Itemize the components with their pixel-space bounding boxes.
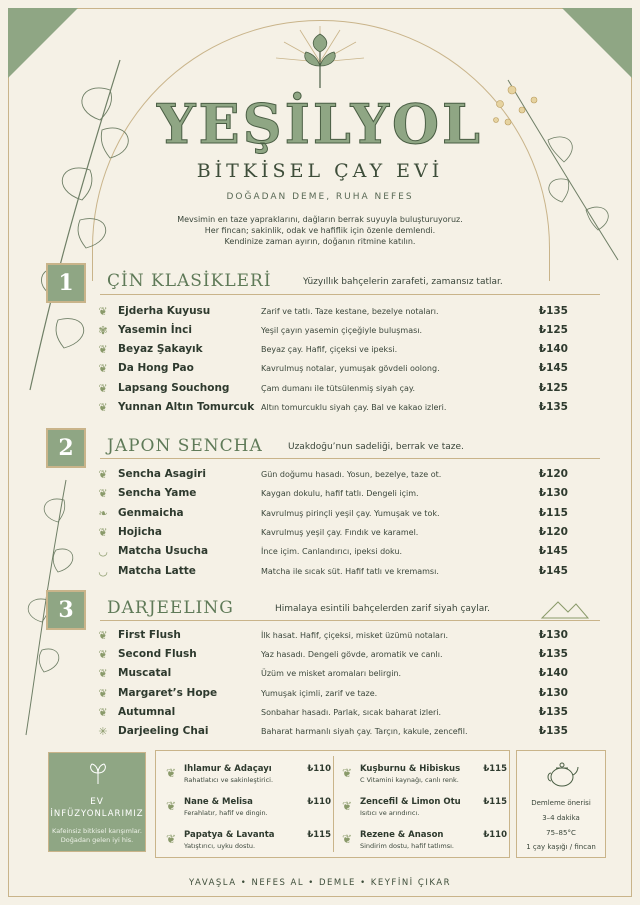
leaf-icon: ❦ — [98, 667, 108, 680]
infusion-price: ₺115 — [483, 797, 507, 807]
teapot-icon — [544, 757, 580, 789]
item-name: Margaret’s Hope — [118, 687, 218, 699]
menu-item — [96, 627, 580, 645]
bowl-icon: ◡ — [98, 565, 108, 578]
section-number: 1 — [46, 263, 86, 303]
item-name: Beyaz Şakayık — [118, 343, 203, 355]
infusion-name: Kuşburnu & Hibiskus — [360, 764, 461, 774]
item-price: ₺145 — [538, 565, 568, 577]
infusion-name: Papatya & Lavanta — [184, 830, 275, 840]
item-price: ₺130 — [538, 629, 568, 641]
infusion-item — [342, 797, 507, 827]
leaf-icon: ❦ — [342, 832, 353, 846]
item-price: ₺135 — [538, 648, 568, 660]
infusion-item — [342, 764, 507, 794]
menu-item — [96, 704, 580, 722]
brew-time: 3–4 dakika — [542, 814, 580, 822]
bowl-icon: ◡ — [98, 545, 108, 558]
leaf-icon: ❦ — [166, 799, 177, 813]
infusion-name: Ihlamur & Adaçayı — [184, 764, 272, 774]
sun-leaf-icon — [270, 22, 370, 92]
infusions-badge-note — [49, 827, 145, 845]
menu-item — [96, 646, 580, 664]
item-name: Matcha Latte — [118, 565, 196, 577]
brew-temperature: 75–85°C — [546, 829, 576, 837]
menu-item — [96, 322, 580, 340]
item-name: Ejderha Kuyusu — [118, 305, 211, 317]
menu-item — [96, 303, 580, 321]
infusion-price: ₺110 — [307, 764, 331, 774]
item-name: Yasemin İnci — [118, 324, 192, 336]
sprout-icon — [87, 761, 109, 785]
infusions-badge-line2: İNFÜZYONLARIMIZ — [50, 809, 144, 819]
leaf-icon: ❦ — [166, 766, 177, 780]
item-price: ₺120 — [538, 468, 568, 480]
leaf-icon: ❦ — [98, 706, 108, 719]
item-name: Sencha Yame — [118, 487, 197, 499]
infusion-description: Rahatlatıcı ve sakinleştirici. — [184, 776, 274, 784]
item-description: Kavrulmuş yeşil çay. Fındık ve karamel. — [261, 528, 419, 537]
infusions-badge-line1: EV — [90, 797, 104, 807]
infusions-note-line: Kafeinsiz bitkisel karışımlar. — [52, 827, 142, 835]
section-divider — [100, 294, 600, 295]
section-title: ÇİN KLASİKLERİ — [107, 271, 272, 291]
menu-item — [96, 399, 580, 417]
item-name: Autumnal — [118, 706, 176, 718]
item-description: Çam dumanı ile tütsülenmiş siyah çay. — [261, 384, 416, 393]
brew-amount: 1 çay kaşığı / fincan — [526, 843, 596, 851]
item-name: Da Hong Pao — [118, 362, 194, 374]
item-description: Beyaz çay. Hafif, çiçeksi ve ipeksi. — [261, 345, 398, 354]
section-description: Uzakdoğu’nun sadeliği, berrak ve taze. — [288, 442, 464, 452]
menu-item — [96, 466, 580, 484]
leaf-icon: ❦ — [98, 382, 108, 395]
item-price: ₺135 — [538, 305, 568, 317]
item-description: İlk hasat. Hafif, çiçeksi, misket üzümü notaları. — [261, 631, 448, 640]
menu-item — [96, 524, 580, 542]
item-price: ₺140 — [538, 343, 568, 355]
rice-icon: ❧ — [98, 507, 108, 520]
infusion-name: Rezene & Anason — [360, 830, 444, 840]
item-name: Matcha Usucha — [118, 545, 209, 557]
leaf-icon: ❦ — [98, 526, 108, 539]
menu-item — [96, 665, 580, 683]
item-price: ₺125 — [538, 382, 568, 394]
leaf-icon: ❦ — [98, 468, 108, 481]
item-name: Lapsang Souchong — [118, 382, 230, 394]
spice-icon: ✳ — [98, 725, 108, 738]
leaf-icon: ❦ — [98, 401, 108, 414]
brand-title: YEŞİLYOL — [156, 92, 484, 156]
leaf-icon: ❦ — [342, 799, 353, 813]
item-description: Kavrulmuş pirinçli yeşil çay. Yumuşak ve tok. — [261, 509, 440, 518]
item-price: ₺115 — [538, 507, 568, 519]
menu-item — [96, 685, 580, 703]
item-name: Hojicha — [118, 526, 162, 538]
section-divider — [100, 458, 600, 459]
intro-text — [150, 214, 490, 247]
infusion-description: Yatıştırıcı, uyku dostu. — [184, 842, 256, 850]
item-price: ₺130 — [538, 687, 568, 699]
item-description: Altın tomurcuklu siyah çay. Bal ve kakao izleri. — [261, 403, 447, 412]
item-price: ₺125 — [538, 324, 568, 336]
leaf-icon: ❦ — [98, 343, 108, 356]
mountains-icon — [540, 596, 590, 620]
item-description: İnce içim. Canlandırıcı, ipeksi doku. — [261, 547, 403, 556]
section-description: Himalaya esintili bahçelerden zarif siyah çaylar. — [275, 604, 491, 614]
brand-subtitle: BİTKİSEL ÇAY EVİ — [196, 160, 444, 182]
item-price: ₺135 — [538, 725, 568, 737]
brand-tagline: DOĞADAN DEME, RUHA NEFES — [226, 192, 414, 202]
item-name: Muscatal — [118, 667, 172, 679]
menu-item — [96, 723, 580, 741]
infusion-name: Nane & Melisa — [184, 797, 253, 807]
infusions-badge — [48, 752, 146, 852]
item-description: Üzüm ve misket aromaları belirgin. — [261, 669, 402, 678]
infusion-description: C Vitamini kaynağı, canlı renk. — [360, 776, 459, 784]
leaf-icon: ❦ — [98, 487, 108, 500]
item-description: Yaz hasadı. Dengeli gövde, aromatik ve canlı. — [261, 650, 443, 659]
infusion-item — [166, 797, 331, 827]
section-divider — [100, 620, 600, 621]
menu-item — [96, 563, 580, 581]
infusion-description: Isıtıcı ve arındırıcı. — [360, 809, 420, 817]
infusion-price: ₺115 — [483, 764, 507, 774]
infusion-item — [166, 764, 331, 794]
leaf-icon: ❦ — [98, 305, 108, 318]
item-price: ₺145 — [538, 362, 568, 374]
item-description: Matcha ile sıcak süt. Hafif tatlı ve kremamsı. — [261, 567, 439, 576]
item-name: Yunnan Altın Tomurcuk — [118, 401, 255, 413]
infusion-item — [342, 830, 507, 860]
item-price: ₺120 — [538, 526, 568, 538]
intro-line: Her fincan; sakinlik, odak ve hafiflik için özenle demlendi. — [204, 226, 436, 235]
item-name: Genmaicha — [118, 507, 184, 519]
item-description: Yeşil çayın yasemin çiçeğiyle buluşması. — [261, 326, 423, 335]
item-name: First Flush — [118, 629, 181, 641]
menu-item — [96, 341, 580, 359]
infusion-price: ₺110 — [483, 830, 507, 840]
menu-item — [96, 485, 580, 503]
item-description: Kaygan dokulu, hafif tatlı. Dengeli içim. — [261, 489, 419, 498]
leaf-icon: ❦ — [98, 687, 108, 700]
leaf-icon: ❦ — [342, 766, 353, 780]
item-price: ₺135 — [538, 401, 568, 413]
item-description: Zarif ve tatlı. Taze kestane, bezelye notaları. — [261, 307, 439, 316]
leaf-icon: ❦ — [166, 832, 177, 846]
infusions-divider — [333, 756, 334, 852]
leaf-icon: ❦ — [98, 648, 108, 661]
item-description: Sonbahar hasadı. Parlak, sıcak baharat izleri. — [261, 708, 442, 717]
leaf-icon: ❦ — [98, 629, 108, 642]
brew-title: Demleme önerisi — [531, 799, 591, 807]
menu-item — [96, 505, 580, 523]
infusion-name: Zencefil & Limon Otu — [360, 797, 461, 807]
section-number: 3 — [46, 590, 86, 630]
section-number: 2 — [46, 428, 86, 468]
item-description: Baharat harmanlı siyah çay. Tarçın, kakule, zencefil. — [261, 727, 468, 736]
infusion-item — [166, 830, 331, 860]
item-description: Gün doğumu hasadı. Yosun, bezelye, taze ot. — [261, 470, 442, 479]
infusion-description: Sindirim dostu, hafif tatlımsı. — [360, 842, 454, 850]
infusion-description: Ferahlatır, hafif ve dingin. — [184, 809, 268, 817]
intro-line: Mevsimin en taze yapraklarını, dağların berrak suyuyla buluşturuyoruz. — [177, 215, 463, 224]
item-name: Darjeeling Chai — [118, 725, 209, 737]
infusion-price: ₺110 — [307, 797, 331, 807]
footer-slogan: YAVAŞLA • NEFES AL • DEMLE • KEYFİNİ ÇIKAR — [189, 878, 451, 888]
infusions-note-line: Doğadan gelen iyi his. — [60, 836, 134, 844]
section-description: Yüzyıllık bahçelerin zarafeti, zamansız tatlar. — [303, 277, 503, 287]
item-description: Kavrulmuş notalar, yumuşak gövdeli oolong. — [261, 364, 440, 373]
item-price: ₺135 — [538, 706, 568, 718]
item-price: ₺130 — [538, 487, 568, 499]
item-description: Yumuşak içimli, zarif ve taze. — [261, 689, 378, 698]
intro-line: Kendinize zaman ayırın, doğanın ritmine katılın. — [224, 237, 416, 246]
infusion-price: ₺115 — [307, 830, 331, 840]
flower-icon: ✾ — [98, 324, 108, 337]
item-name: Sencha Asagiri — [118, 468, 206, 480]
item-name: Second Flush — [118, 648, 197, 660]
brewing-box — [516, 750, 606, 858]
menu-item — [96, 360, 580, 378]
menu-item — [96, 543, 580, 561]
item-price: ₺145 — [538, 545, 568, 557]
leaf-icon: ❦ — [98, 362, 108, 375]
menu-item — [96, 380, 580, 398]
item-price: ₺140 — [538, 667, 568, 679]
section-title: DARJEELING — [107, 598, 234, 618]
section-title: JAPON SENCHA — [107, 436, 263, 456]
